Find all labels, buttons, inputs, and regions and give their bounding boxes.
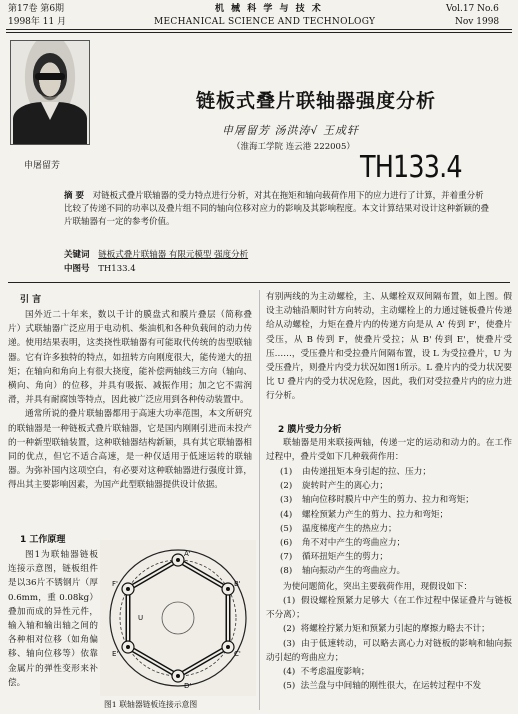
journal-title-en: MECHANICAL SCIENCE AND TECHNOLOGY — [154, 17, 376, 27]
intro-body — [8, 308, 252, 493]
list-item: (1) 由传递扭矩本身引起的拉、压力； — [280, 467, 431, 477]
list-item: (5) 温度梯度产生的热应力； — [280, 523, 397, 534]
intro-heading: 引 言 — [20, 295, 42, 305]
section-2-intro — [266, 436, 512, 464]
keywords-label: 关键词 — [64, 250, 90, 260]
list-item: (8) 轴向振动产生的弯曲应力。 — [280, 566, 406, 577]
author-list: 申屠留芳 汤洪涛√ 王成轩 — [222, 124, 360, 137]
author-photo-caption: 申屠留芳 — [24, 161, 61, 171]
load-list — [266, 465, 512, 579]
simplify-intro-paragraph: 为使问题简化，突出主要载荷作用，现假设如下： — [283, 582, 473, 592]
list-item: (3) 由于低速转动，可以略去离心力对链板的影响和轴向振动引起的弯曲应力； — [266, 638, 512, 663]
column-divider — [259, 290, 260, 710]
figure-label: U — [138, 614, 144, 622]
list-item: (5) 法兰盘与中间轴的刚性很大，在运转过程中不发 — [283, 681, 482, 692]
journal-title-cn: 机 械 科 学 与 技 术 — [215, 4, 323, 14]
classification-label: 中图号 — [64, 264, 90, 274]
section-2-heading: 2 膜片受力分析 — [278, 425, 342, 435]
right-column-continuation — [266, 290, 512, 404]
intro-paragraph: 国外近二十年来，数以千计的膜盘式和膜片叠层（简称叠片）式联轴器广泛应用于电动机、柴油机和各种负载间的动力传递。使用结果表明，这类挠性联轴器有可能取代传统的齿型联轴器。它有许多独特的特点，如扭转方向刚度很大，能传递大的扭矩；在轴向和角向上有很大挠度，能补偿两轴线三方向（轴向、横向、角向）的位移，并具有吸振、减振作用；加之它不需润滑，并具有耐腐蚀等特点，因此被广泛应用到各种传动装置中。 — [8, 310, 252, 406]
figure-label: F' — [112, 580, 118, 588]
continuation-paragraph: 有别两线的为主动螺栓，主、从螺栓双双间隔布置，如上图。假设主动轴沿顺时针方向转动，主动螺栓上的力通过链板叠片传递给从动螺栓，力矩在叠片内的传递方向是从 A' 传到 F'，使叠片受压，从 B 传到 F，使叠片受拉；从 B' 传到 E'，使叠片受压……，受压叠片和受拉叠片间隔布置，设 L 为受拉叠片，U 为受压叠片，则叠片内受力状况如图1所示。L 叠片内的受力状况要比 U 叠片内的受力状况危险，因此，我们对受拉叠片内的应力进行分析。 — [266, 292, 512, 402]
figure-label: B' — [234, 580, 241, 588]
list-item: (3) 轴向位移时膜片中产生的剪力、拉力和弯矩； — [280, 495, 474, 506]
abstract-divider — [8, 282, 510, 283]
abstract — [64, 190, 492, 229]
keywords — [64, 249, 492, 262]
header-rule-thin — [6, 32, 512, 33]
intro-paragraph: 通常所说的叠片联轴器都用于高速大功率范围，本文所研究的联轴器是一种链板式叠片联轴器，它是国内刚刚引进而未投产的一种新型联轴装置，这种联轴器结构新颖，具有其它联轴器相同的优点，但它不适合高速，是一种仅适用于低速运转的联轴器。为弥补国内这项空白，有必要对这种联轴器进行强度计算，得出其主要影响因素，为国产此型联轴器提供设计依据。 — [8, 409, 252, 491]
section-1-paragraph: 图1为联轴器链板连接示意图，链板组件是以36片不锈钢片（厚 0.6mm，重 0.08kg）叠加而成的异性元件，输入轴和输出轴之间的各种相对位移（如角偏移、轴向位移等）依靠金属片的弹性变形来补偿。 — [8, 550, 98, 688]
section-2-intro-paragraph: 联轴器是用来联接两轴，传递一定的运动和动力的。在工作过程中，叠片受如下几种载荷作用： — [266, 438, 512, 463]
assumption-list — [266, 594, 512, 693]
affiliation: （淮海工学院 连云港 222005） — [232, 142, 355, 152]
section-1-heading: 1 工作原理 — [20, 535, 66, 545]
classification-text: TH133.4 — [98, 264, 136, 274]
date-en: Nov 1998 — [455, 17, 500, 27]
abstract-label: 摘 要 — [64, 191, 84, 201]
volume-issue-cn: 第17卷 第6期 — [8, 4, 65, 14]
figure-label: C' — [234, 650, 241, 658]
list-item: (6) 角不对中产生的弯曲应力； — [280, 538, 406, 549]
list-item: (2) 旋转时产生的离心力； — [280, 481, 388, 492]
list-item: (4) 螺栓预紧力产生的剪力、拉力和弯矩； — [280, 509, 449, 520]
section-1-body — [8, 548, 98, 690]
figure-1-caption: 图1 联轴器链板连接示意图 — [104, 700, 198, 709]
author-photo — [10, 40, 90, 145]
list-item: (2) 将螺栓拧紧力矩和预紧力引起的摩擦力略去不计； — [283, 624, 490, 635]
classification — [64, 263, 492, 276]
figure-label: E' — [112, 650, 119, 658]
abstract-text: 对链板式叠片联轴器的受力特点进行分析，对其在拖矩和轴向载荷作用下的应力进行了计算，并着重分析比较了传递不同的功率以及叠片组不同的轴向位移对应力的影响及其影响程度。本文计算结果对设计这种新颖的叠片联轴器有一定的参考价值。 — [64, 191, 490, 227]
figure-label: D' — [184, 682, 192, 690]
figure-label: A' — [184, 550, 191, 558]
paper-title: 链板式叠片联轴器强度分析 — [196, 90, 437, 112]
header-rule — [6, 29, 512, 30]
simplify-intro — [266, 580, 512, 594]
handwritten-classification: TH133.4 — [360, 150, 462, 185]
figure-1-chain-plate-diagram — [100, 540, 256, 696]
list-item: (4) 不考虑温度影响； — [283, 667, 370, 678]
list-item: (1) 假设螺栓预紧力足够大（在工作过程中保证叠片与链板不分离）； — [266, 596, 512, 621]
volume-issue-en: Vol.17 No.6 — [446, 4, 499, 14]
date-cn: 1998年 11 月 — [8, 17, 67, 27]
list-item: (7) 循环扭矩产生的剪力； — [280, 552, 388, 563]
keywords-text: 链板式叠片联轴器 有限元模型 强度分析 — [98, 250, 249, 260]
